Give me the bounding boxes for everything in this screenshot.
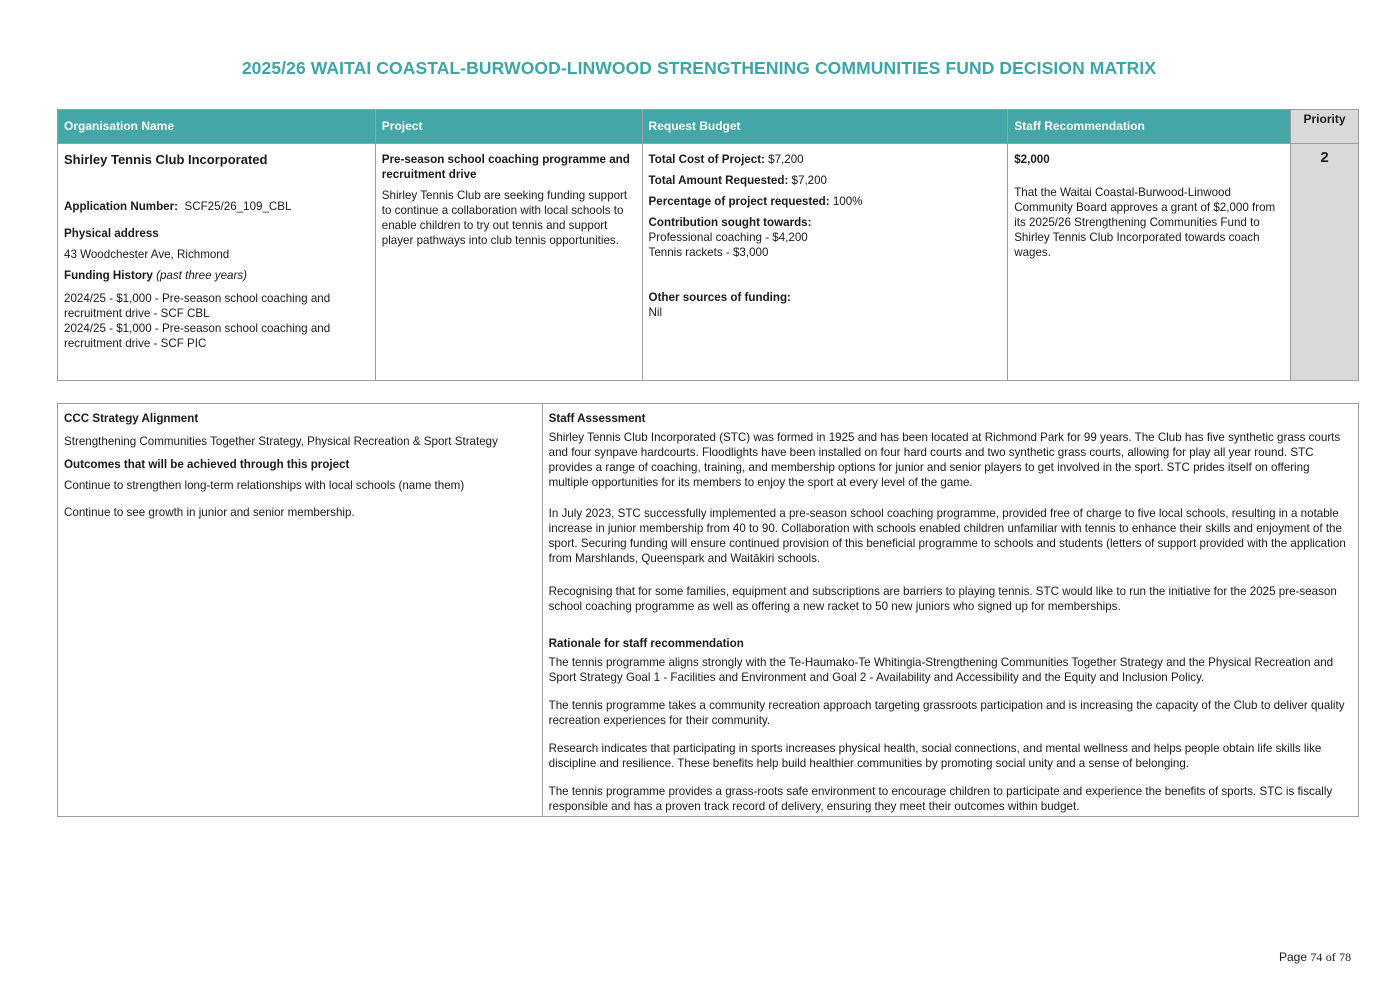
page-total: 78 [1339, 950, 1352, 964]
rationale-paragraph: Research indicates that participating in sports increases physical health, social connections, and mental wellness and helps people obtain life skills like discipline and resilience. These benefits help build healthier communities by promoting social unity and a sense of belonging. [548, 742, 1322, 770]
rationale-heading: Rationale for staff recommendation [548, 637, 744, 650]
outcome-item: Continue to see growth in junior and senior membership. [64, 506, 355, 519]
project-cell [375, 144, 642, 381]
priority-value: 2 [1291, 144, 1359, 381]
project-description: Shirley Tennis Club are seeking funding support to continue a collaboration with local schools to enable children to try out tennis and support player pathways into club tennis opportunities. [381, 189, 628, 247]
header-staff-recommendation: Staff Recommendation [1008, 110, 1291, 144]
document-title: 2025/26 WAITAI COASTAL-BURWOOD-LINWOOD STRENGTHENING COMMUNITIES FUND DECISION MATRIX [241, 58, 1157, 78]
rationale-paragraph: The tennis programme takes a community recreation approach targeting grassroots participation and is increasing the capacity of the Club to deliver quality recreation experiences for their community. [548, 699, 1345, 727]
organisation-cell [58, 144, 376, 381]
funding-history-item: 2024/25 - $1,000 - Pre-season school coaching and recruitment drive - SCF CBL [64, 292, 331, 320]
recommendation-text: That the Waitai Coastal-Burwood-Linwood Community Board approves a grant of $2,000 from its 2025/26 Strengthening Communities Fund to Shirley Tennis Club Incorporated towards coach wages. [1014, 186, 1276, 259]
assessment-paragraph: Recognising that for some families, equipment and subscriptions are barriers to playing tennis. STC would like to run the initiative for the 2025 pre-season school coaching programme as well as offering a new racket to 50 new juniors who signed up for memberships. [548, 585, 1337, 613]
contribution-item: Professional coaching - $4,200 [648, 231, 808, 244]
header-budget: Request Budget [642, 110, 1008, 144]
data-row [58, 144, 1359, 381]
page-current: 74 [1310, 950, 1323, 964]
percentage-label: Percentage of project requested: [648, 195, 830, 208]
page-label: Page [1279, 950, 1308, 964]
funding-history-note: (past three years) [156, 269, 247, 282]
application-number: SCF25/26_109_CBL [184, 200, 292, 213]
page-number [1279, 950, 1351, 965]
percentage: 100% [832, 195, 863, 208]
outcomes-heading: Outcomes that will be achieved through this project [64, 458, 350, 471]
header-row [58, 110, 1359, 144]
rationale-paragraph: The tennis programme provides a grass-roots safe environment to encourage children to participate and experience the benefits of sports. STC is fiscally responsible and has a proven track record of delivery, ensuring they meet their outcomes within budget. [548, 785, 1333, 813]
strategy-cell [58, 404, 543, 817]
assessment-table [57, 403, 1359, 817]
contribution-label: Contribution sought towards: [648, 216, 812, 229]
outcome-item: Continue to strengthen long-term relationships with local schools (name them) [64, 479, 465, 492]
funding-history-item: 2024/25 - $1,000 - Pre-season school coaching and recruitment drive - SCF PIC [64, 322, 331, 350]
recommendation-amount: $2,000 [1014, 153, 1050, 166]
assessment-paragraph: Shirley Tennis Club Incorporated (STC) was formed in 1925 and has been located at Richmond Park for 99 years. The Club has five synthetic grass courts and four synpave hardcourts. Floodlights have been installed on four hard courts and two synthetic grass courts, allowing for play all year round. STC provides a range of coaching, training, and membership options for junior and senior players to get involved in the sport. STC prides itself on offering multiple opportunities for its members to enjoy the sport at every level of the game. [548, 431, 1341, 489]
decision-table [57, 109, 1359, 381]
assessment-paragraph: In July 2023, STC successfully implemented a pre-season school coaching programme, provided free of charge to five local schools, resulting in a notable increase in junior membership from 40 to 90. Collaboration with schools enabled children unfamiliar with tennis to enhance their skills and enjoyment of the sport. Securing funding will ensure continued provision of this beneficial programme to schools and students (letters of support provided with the application from Marshlands, Queenspark and Waitākiri schools. [548, 507, 1346, 565]
contribution-item: Tennis rackets - $3,000 [648, 246, 769, 259]
project-name: Pre-season school coaching programme and recruitment drive [381, 153, 630, 181]
header-organisation: Organisation Name [58, 110, 376, 144]
page-of-label: of [1325, 950, 1336, 964]
amount-requested-label: Total Amount Requested: [648, 174, 789, 187]
other-funding-label: Other sources of funding: [648, 291, 791, 304]
assessment-heading: Staff Assessment [548, 412, 646, 425]
strategy-heading: CCC Strategy Alignment [64, 412, 199, 425]
address-label: Physical address [64, 227, 159, 240]
amount-requested: $7,200 [791, 174, 828, 187]
recommendation-cell [1008, 144, 1291, 381]
strategy-alignment: Strengthening Communities Together Strategy, Physical Recreation & Sport Strategy [64, 435, 498, 448]
other-funding: Nil [648, 306, 663, 319]
address: 43 Woodchester Ave, Richmond [64, 248, 230, 261]
total-cost-label: Total Cost of Project: [648, 153, 765, 166]
budget-cell [642, 144, 1008, 381]
header-project: Project [375, 110, 642, 144]
staff-assessment-cell [542, 404, 1358, 817]
total-cost: $7,200 [768, 153, 804, 166]
organisation-name: Shirley Tennis Club Incorporated [64, 152, 268, 167]
rationale-paragraph: The tennis programme aligns strongly with the Te-Haumako-Te Whitingia-Strengthening Communities Together Strategy and the Physical Recreation and Sport Strategy Goal 1 - Facilities and Environment and Goal 2 - Availability and Accessibility and the Equity and Inclusion Policy. [548, 656, 1334, 684]
funding-history-label: Funding History [64, 269, 153, 282]
header-priority: Priority [1291, 110, 1359, 144]
assessment-row [58, 404, 1359, 817]
application-number-label: Application Number: [64, 200, 179, 213]
